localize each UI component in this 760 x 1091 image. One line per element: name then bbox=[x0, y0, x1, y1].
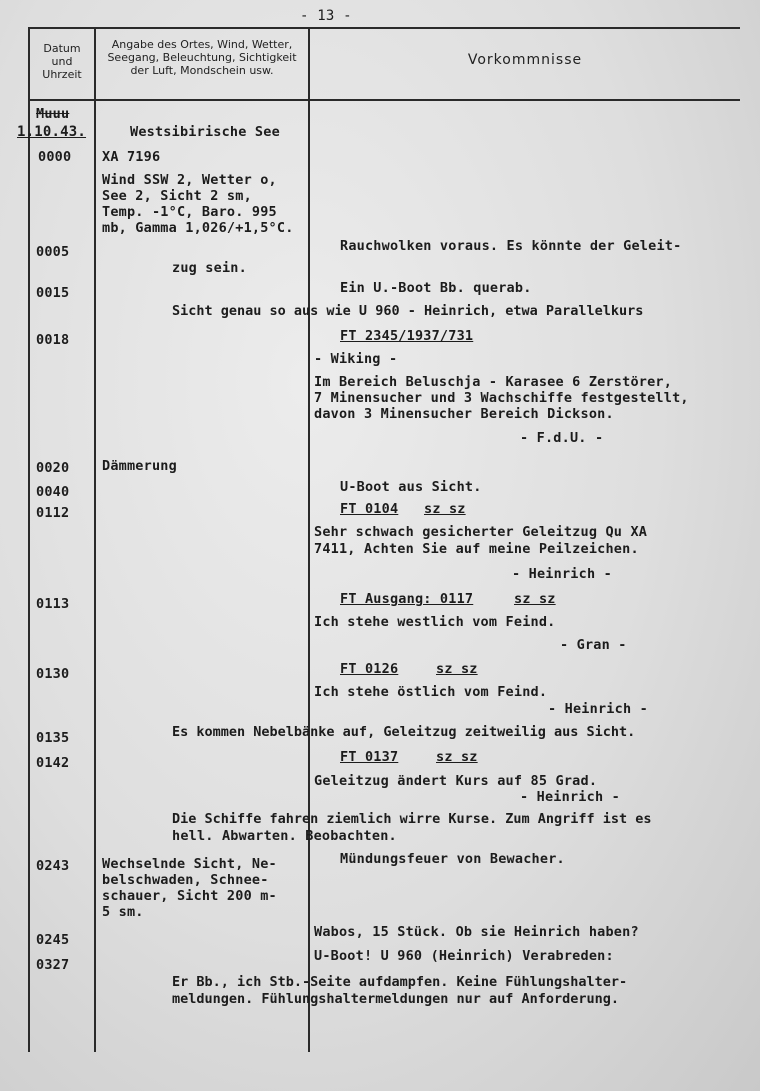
time-0000: 0000 bbox=[38, 149, 72, 165]
entry-0018-sender: - F.d.U. - bbox=[520, 430, 604, 446]
location-0243-line-2: belschwaden, Schnee- bbox=[102, 872, 269, 888]
entry-0113-line-1: Ich stehe westlich vom Feind. bbox=[314, 614, 556, 630]
entry-0112-sender: - Heinrich - bbox=[512, 566, 612, 582]
left-border bbox=[28, 27, 30, 1052]
entry-0018-line-1: Im Bereich Beluschja - Karasee 6 Zerstörer, bbox=[314, 374, 673, 390]
entry-0005-line-2: zug sein. bbox=[172, 260, 247, 276]
time-0040: 0040 bbox=[36, 484, 70, 500]
location-0243-line-3: schauer, Sicht 200 m- bbox=[102, 888, 277, 904]
entry-0130-line-1: Ich stehe östlich vom Feind. bbox=[314, 684, 548, 700]
time-0142: 0142 bbox=[36, 755, 70, 771]
log-date: 1.10.43. bbox=[17, 124, 87, 140]
entry-0113-sender: - Gran - bbox=[560, 637, 627, 653]
time-0020: 0020 bbox=[36, 460, 70, 476]
time-0130: 0130 bbox=[36, 666, 70, 682]
time-0018: 0018 bbox=[36, 332, 70, 348]
entry-0015: Ein U.-Boot Bb. querab. bbox=[340, 280, 532, 296]
time-0245: 0245 bbox=[36, 932, 70, 948]
entry-0040: U-Boot aus Sicht. bbox=[340, 479, 482, 495]
location-sea: Westsibirische See bbox=[130, 124, 280, 140]
entry-0142-sender: - Heinrich - bbox=[520, 789, 620, 805]
entry-ships-line-1: Die Schiffe fahren ziemlich wirre Kurse. Zum Angriff ist es bbox=[172, 811, 652, 827]
time-0015: 0015 bbox=[36, 285, 70, 301]
page-number: - 13 - bbox=[300, 8, 352, 24]
entry-0327: U-Boot! U 960 (Heinrich) Verabreden: bbox=[314, 948, 614, 964]
entry-0018-ft: FT 2345/1937/731 bbox=[340, 328, 474, 344]
column-divider-2 bbox=[308, 27, 310, 1052]
header-events: Vorkommnisse bbox=[467, 52, 583, 68]
entry-0135: Es kommen Nebelbänke auf, Geleitzug zeitweilig aus Sicht. bbox=[172, 724, 636, 740]
entry-0112-line-2: 7411, Achten Sie auf meine Peilzeichen. bbox=[314, 541, 639, 557]
entry-0130-sender: - Heinrich - bbox=[548, 701, 648, 717]
header-date-time: Datum und Uhrzeit bbox=[42, 42, 82, 81]
entry-0112-ft: FT 0104 bbox=[340, 501, 399, 517]
weather-line-2: See 2, Sicht 2 sm, bbox=[102, 188, 252, 204]
location-0243-line-4: 5 sm. bbox=[102, 904, 144, 920]
entry-final-line-1: Er Bb., ich Stb.-Seite aufdampfen. Keine Fühlungshalter- bbox=[172, 974, 628, 990]
entry-0018-line-3: davon 3 Minensucher Bereich Dickson. bbox=[314, 406, 614, 422]
entry-0113-ss: sz sz bbox=[514, 591, 556, 607]
entry-0245: Wabos, 15 Stück. Ob sie Heinrich haben? bbox=[314, 924, 639, 940]
entry-0018-line-2: 7 Minensucher und 3 Wachschiffe festgestellt, bbox=[314, 390, 689, 406]
entry-final-line-2: meldungen. Fühlungshaltermeldungen nur auf Anforderung. bbox=[172, 991, 620, 1007]
entry-0130-ss: sz sz bbox=[436, 661, 478, 677]
struck-text: Muuu bbox=[36, 106, 70, 122]
time-0243: 0243 bbox=[36, 858, 70, 874]
entry-0142-ft: FT 0137 bbox=[340, 749, 399, 765]
entry-0112-ss: sz sz bbox=[424, 501, 466, 517]
time-0005: 0005 bbox=[36, 244, 70, 260]
time-0113: 0113 bbox=[36, 596, 70, 612]
time-0112: 0112 bbox=[36, 505, 70, 521]
entry-0112-line-1: Sehr schwach gesicherter Geleitzug Qu XA bbox=[314, 524, 648, 540]
entry-0005-line-1: Rauchwolken voraus. Es könnte der Geleit- bbox=[340, 238, 682, 254]
column-divider-1 bbox=[94, 27, 96, 1052]
entry-0142-ss: sz sz bbox=[436, 749, 478, 765]
entry-0018-recipient: - Wiking - bbox=[314, 351, 398, 367]
header-location-weather: Angabe des Ortes, Wind, Wetter, Seegang, Beleuchtung, Sichtigkeit der Luft, Mondschein usw. bbox=[107, 38, 297, 77]
weather-line-3: Temp. -1°C, Baro. 995 bbox=[102, 204, 277, 220]
entry-ships-line-2: hell. Abwarten. Beobachten. bbox=[172, 828, 397, 844]
location-0243-line-1: Wechselnde Sicht, Ne- bbox=[102, 856, 277, 872]
weather-line-4: mb, Gamma 1,026/+1,5°C. bbox=[102, 220, 294, 236]
top-rule bbox=[28, 27, 740, 29]
entry-0113-ft: FT Ausgang: 0117 bbox=[340, 591, 474, 607]
location-dusk: Dämmerung bbox=[102, 458, 177, 474]
entry-0015-line-2: Sicht genau so aus wie U 960 - Heinrich, etwa Parallelkurs bbox=[172, 303, 644, 319]
entry-0142-line-1: Geleitzug ändert Kurs auf 85 Grad. bbox=[314, 773, 598, 789]
entry-0243: Mündungsfeuer von Bewacher. bbox=[340, 851, 565, 867]
time-0135: 0135 bbox=[36, 730, 70, 746]
entry-0130-ft: FT 0126 bbox=[340, 661, 399, 677]
header-bottom-rule bbox=[28, 99, 740, 101]
time-0327: 0327 bbox=[36, 957, 70, 973]
location-grid: XA 7196 bbox=[102, 149, 161, 165]
weather-line-1: Wind SSW 2, Wetter o, bbox=[102, 172, 277, 188]
